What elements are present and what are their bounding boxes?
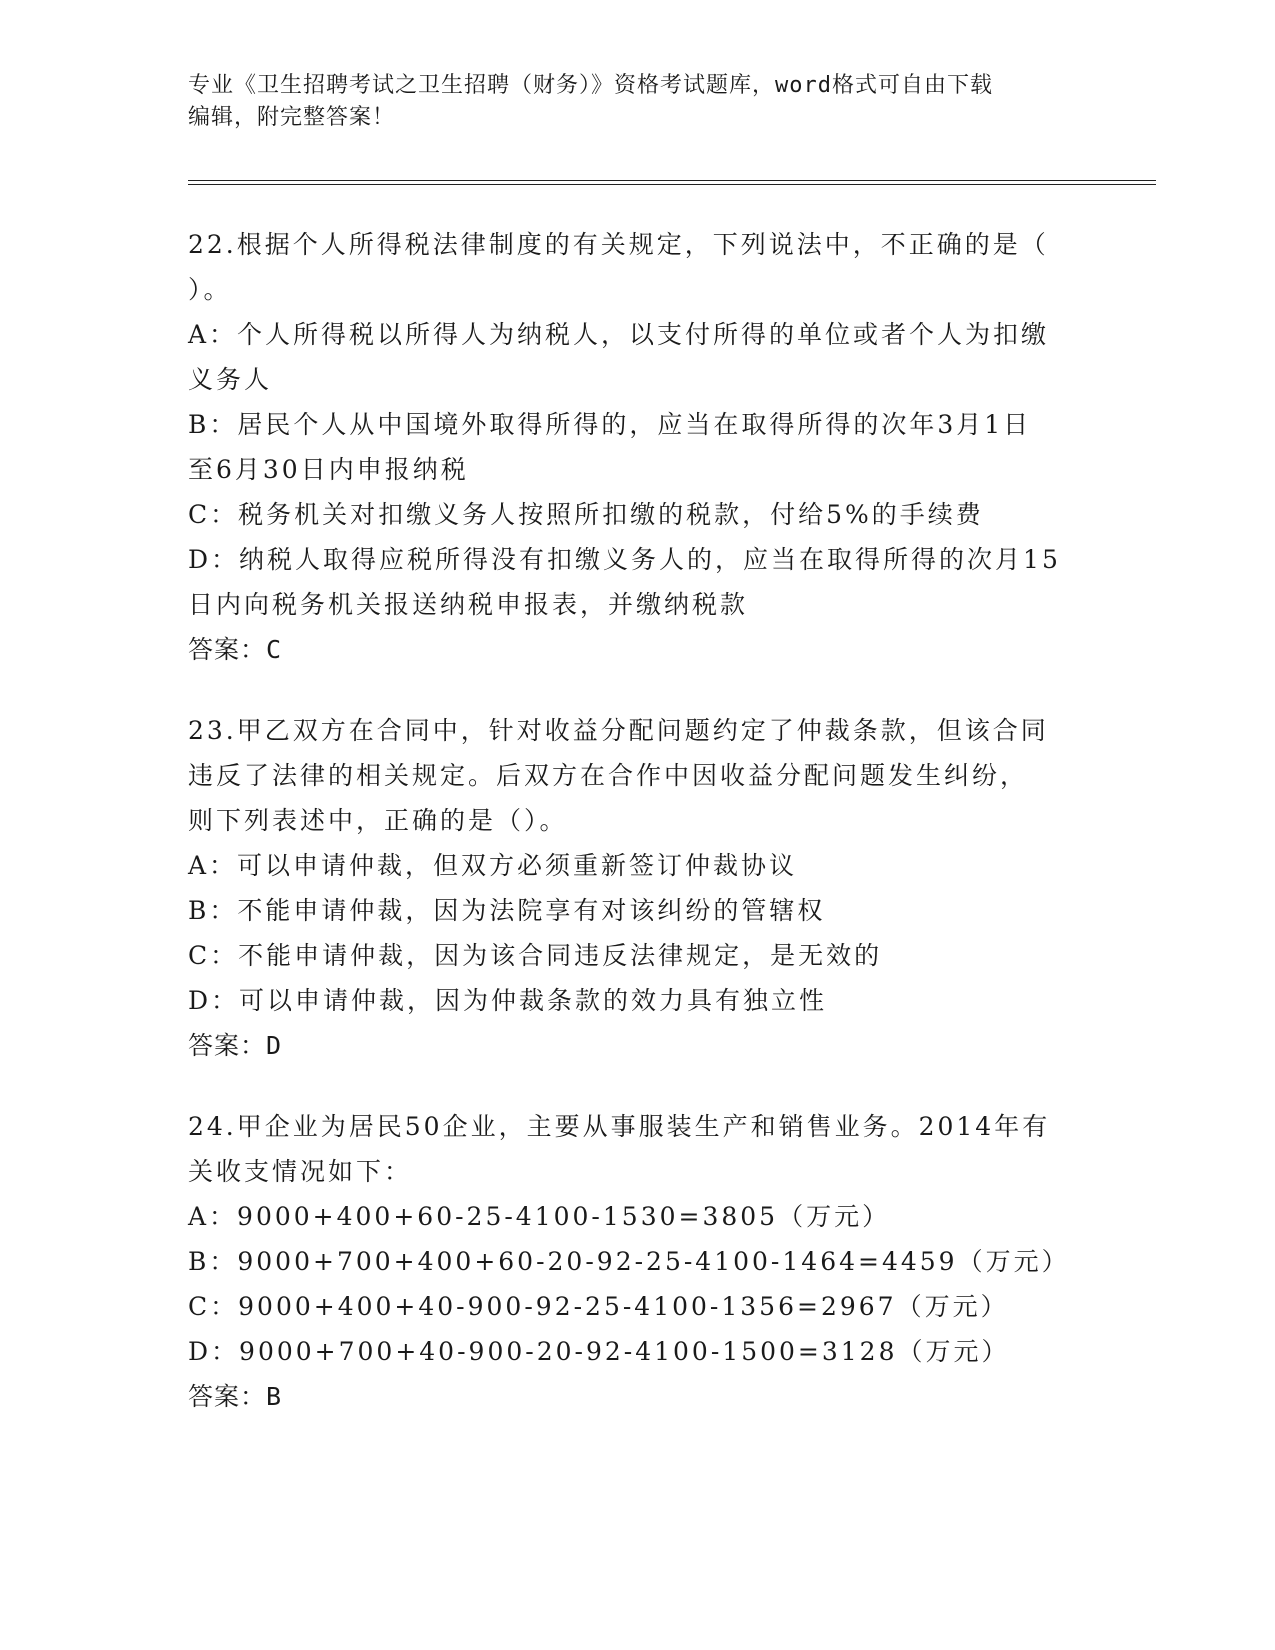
question-stem-line: 关收支情况如下：: [188, 1157, 413, 1186]
question-22: [188, 222, 1088, 672]
option-d: D：9000+700+40-900-20-92-4100-1500=3128（万元）: [188, 1337, 1010, 1366]
option-a-continued: 义务人: [188, 365, 273, 394]
question-23: [188, 708, 1088, 1068]
option-c: C：不能申请仲裁，因为该合同违反法律规定，是无效的: [188, 941, 883, 970]
question-stem-line: 24.甲企业为居民50企业，主要从事服装生产和销售业务。2014年有: [188, 1112, 1051, 1141]
option-d: D：可以申请仲裁，因为仲裁条款的效力具有独立性: [188, 986, 828, 1015]
option-a: A：个人所得税以所得人为纳税人，以支付所得的单位或者个人为扣缴: [188, 320, 1050, 349]
answer-label: 答案：D: [188, 1031, 283, 1060]
header-line-1: 专业《卫生招聘考试之卫生招聘（财务）》资格考试题库，word格式可自由下载: [188, 73, 993, 98]
option-b: B：9000+700+400+60-20-92-25-4100-1464=4459（万元）: [188, 1247, 1070, 1276]
question-24: [188, 1104, 1088, 1419]
question-stem-line: ）。: [188, 275, 232, 304]
question-stem-line: 22.根据个人所得税法律制度的有关规定，下列说法中，不正确的是（: [188, 230, 1049, 259]
option-d: D：纳税人取得应税所得没有扣缴义务人的，应当在取得所得的次月15: [188, 545, 1061, 574]
question-stem-line: 则下列表述中，正确的是（）。: [188, 806, 568, 835]
header-divider: [188, 180, 1156, 185]
option-c: C：9000+400+40-900-92-25-4100-1356=2967（万元）: [188, 1292, 1009, 1321]
header-line-2: 编辑，附完整答案！: [188, 105, 396, 130]
answer-label: 答案：B: [188, 1382, 283, 1411]
option-d-continued: 日内向税务机关报送纳税申报表，并缴纳税款: [188, 590, 749, 619]
option-a: A：可以申请仲裁，但双方必须重新签订仲裁协议: [188, 851, 798, 880]
question-stem-line: 违反了法律的相关规定。后双方在合作中因收益分配问题发生纠纷，: [188, 761, 1029, 790]
document-header: [188, 70, 1088, 134]
option-a: A：9000+400+60-25-4100-1530=3805（万元）: [188, 1202, 891, 1231]
option-b: B：居民个人从中国境外取得所得的，应当在取得所得的次年3月1日: [188, 410, 1032, 439]
option-b-continued: 至6月30日内申报纳税: [188, 455, 469, 484]
option-c: C：税务机关对扣缴义务人按照所扣缴的税款，付给5%的手续费: [188, 500, 984, 529]
answer-label: 答案：C: [188, 635, 283, 664]
question-stem-line: 23.甲乙双方在合同中，针对收益分配问题约定了仲裁条款，但该合同: [188, 716, 1049, 745]
option-b: B：不能申请仲裁，因为法院享有对该纠纷的管辖权: [188, 896, 826, 925]
